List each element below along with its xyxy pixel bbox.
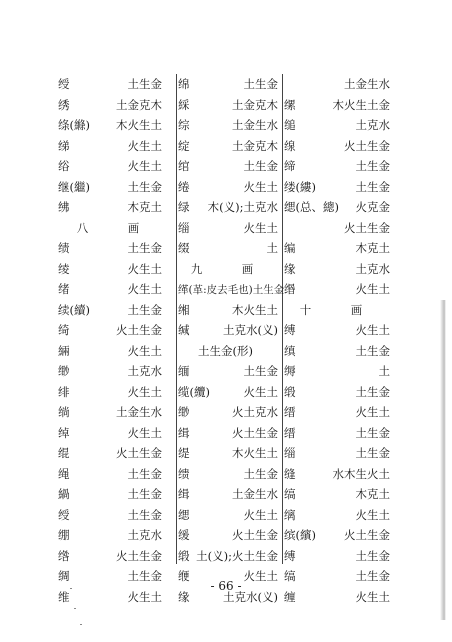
entry-character: 绷 bbox=[58, 528, 70, 542]
entry-row bbox=[282, 382, 392, 403]
entry-character: 缟 bbox=[284, 487, 296, 501]
entry-row bbox=[56, 177, 174, 198]
scan-speck bbox=[74, 608, 76, 609]
stroke-count-header-label: 九 画 bbox=[190, 261, 268, 276]
entry-row bbox=[176, 136, 280, 157]
entry-element: 土生金 bbox=[127, 507, 162, 522]
entry-character: 缁 bbox=[178, 220, 190, 235]
entry-character: 缎 bbox=[284, 384, 296, 399]
entry-row bbox=[282, 525, 392, 546]
entry-character: 绾 bbox=[178, 159, 190, 173]
column-c bbox=[282, 74, 392, 607]
entry-row bbox=[56, 484, 174, 505]
entry-character: 编 bbox=[284, 241, 296, 255]
entry-row bbox=[56, 115, 174, 136]
entry-element: 土生金 bbox=[355, 569, 390, 583]
entry-character: 绪 bbox=[58, 282, 70, 296]
entry-element: 木克土 bbox=[355, 241, 390, 255]
entry-element: 土 bbox=[266, 241, 278, 255]
entry-character: 缇 bbox=[178, 446, 190, 460]
entry-row bbox=[56, 74, 174, 95]
entry-row bbox=[176, 546, 280, 567]
entry-row bbox=[56, 546, 174, 567]
entry-element: 木(义);土克水 bbox=[207, 200, 278, 214]
entry-row bbox=[56, 423, 174, 444]
entry-character: 缄 bbox=[178, 323, 190, 337]
entry-character: 续(續) bbox=[58, 302, 90, 317]
entry-row bbox=[56, 525, 174, 546]
entry-element: 土克水 bbox=[355, 261, 390, 276]
entry-character: 缉 bbox=[178, 487, 190, 501]
entry-row bbox=[282, 115, 392, 136]
scan-speck bbox=[70, 588, 72, 589]
entry-element: 火土生金 bbox=[116, 446, 162, 460]
stroke-count-header bbox=[282, 300, 392, 321]
entry-row bbox=[282, 361, 392, 382]
entry-row bbox=[56, 402, 174, 423]
entry-row bbox=[282, 505, 392, 526]
entry-element: 土金克木 bbox=[116, 97, 162, 112]
entry-element: 土生金 bbox=[127, 302, 162, 317]
entry-character: 缡 bbox=[284, 507, 296, 522]
entry-character: 绰 bbox=[58, 425, 70, 440]
entry-row bbox=[282, 443, 392, 464]
entry-element: 土生金 bbox=[355, 343, 390, 358]
entry-row bbox=[176, 115, 280, 136]
entry-character: 缌(总、總) bbox=[284, 200, 339, 214]
entry-element: 土金生水 bbox=[344, 77, 390, 91]
entry-row bbox=[56, 464, 174, 485]
entry-row bbox=[176, 505, 280, 526]
entry-row bbox=[282, 218, 392, 239]
entry-element: 土克水(义) bbox=[223, 589, 278, 604]
entry-character: 绦(縧) bbox=[58, 118, 90, 132]
entry-character: 缆(纜) bbox=[178, 384, 210, 399]
entry-element: 土(义);火土生金 bbox=[196, 548, 278, 563]
entry-character: 绨 bbox=[58, 138, 70, 153]
entry-element: 土生金 bbox=[355, 384, 390, 399]
entry-element: 土生金 bbox=[127, 241, 162, 255]
entry-element: 火生土 bbox=[243, 569, 278, 583]
entry-element: 土生金 bbox=[243, 466, 278, 481]
entry-character: 緉 bbox=[58, 343, 70, 358]
entry-row bbox=[56, 259, 174, 280]
entry-element: 土金克木 bbox=[232, 97, 278, 112]
entry-character: 缈 bbox=[58, 364, 70, 378]
entry-row bbox=[282, 177, 392, 198]
entry-element: 水木生火土 bbox=[332, 466, 390, 481]
entry-character: 绵 bbox=[178, 77, 190, 91]
scan-speck bbox=[80, 624, 82, 625]
entry-element: 火生土 bbox=[127, 282, 162, 296]
entry-character: 缛 bbox=[284, 364, 296, 378]
entry-row bbox=[282, 238, 392, 259]
entry-character: 缠 bbox=[284, 589, 296, 604]
entry-element: 火生土 bbox=[355, 323, 390, 337]
entry-element: 木克土 bbox=[127, 200, 162, 214]
entry-element: 火克金 bbox=[355, 200, 390, 214]
entry-row bbox=[282, 341, 392, 362]
entry-element: 火土生金 bbox=[344, 528, 390, 542]
entry-character: 缙 bbox=[284, 405, 296, 419]
entry-element: 火土生金 bbox=[116, 548, 162, 563]
entry-character: 缅 bbox=[178, 364, 190, 378]
entry-row bbox=[282, 423, 392, 444]
entry-element: 土克水 bbox=[355, 118, 390, 132]
entry-element: 土金生水 bbox=[232, 487, 278, 501]
entry-row bbox=[176, 341, 280, 362]
entry-row bbox=[176, 238, 280, 259]
entry-character: 绻 bbox=[178, 179, 190, 194]
entry-element: 土生金 bbox=[243, 159, 278, 173]
entry-character: 绫 bbox=[58, 261, 70, 276]
entry-character: 绳 bbox=[58, 466, 70, 481]
entry-character: 缚 bbox=[284, 548, 296, 563]
entry-row bbox=[176, 320, 280, 341]
entry-element: 土生金 bbox=[355, 179, 390, 194]
entry-row bbox=[56, 320, 174, 341]
entry-character: 绱 bbox=[58, 405, 70, 419]
entry-row bbox=[56, 361, 174, 382]
entry-element: 土生金 bbox=[355, 548, 390, 563]
entry-element: 火土生金 bbox=[344, 220, 390, 235]
entry-character: 缘 bbox=[178, 589, 190, 604]
entry-character: 缝 bbox=[284, 466, 296, 481]
entry-character: 綵 bbox=[178, 97, 190, 112]
entry-character: 缕(縷) bbox=[284, 179, 316, 194]
column-a bbox=[56, 74, 174, 607]
entry-character: 绣 bbox=[58, 97, 70, 112]
entry-character: 缈 bbox=[178, 405, 190, 419]
entry-character: 缏 bbox=[178, 569, 190, 583]
entry-element: 土生金(形) bbox=[198, 343, 253, 358]
entry-element: 土金生水 bbox=[232, 118, 278, 132]
stroke-count-header-label: 八 画 bbox=[76, 220, 154, 235]
entry-row bbox=[282, 464, 392, 485]
entry-element: 火土生金 bbox=[232, 425, 278, 440]
entry-element: 火土生金 bbox=[344, 138, 390, 153]
entry-element: 火土克水 bbox=[232, 405, 278, 419]
entry-element: 木火生土金 bbox=[332, 97, 390, 112]
entry-row bbox=[176, 443, 280, 464]
entry-row bbox=[56, 136, 174, 157]
entry-element: 土生金 bbox=[243, 364, 278, 378]
entry-element: 火生土 bbox=[355, 405, 390, 419]
entry-element: 火生土 bbox=[355, 282, 390, 296]
page-number: - 66 - bbox=[210, 579, 242, 593]
entry-element: 木火生土 bbox=[232, 446, 278, 460]
entry-element: 土生金 bbox=[355, 446, 390, 460]
entry-row bbox=[282, 320, 392, 341]
entry-row bbox=[282, 95, 392, 116]
page-edge-shadow bbox=[440, 300, 446, 620]
entry-character: 绯 bbox=[58, 384, 70, 399]
entry-row bbox=[56, 341, 174, 362]
entry-element: 木火生土 bbox=[116, 118, 162, 132]
entry-element: 土 bbox=[378, 364, 390, 378]
entry-element: 火生土 bbox=[127, 425, 162, 440]
entry-character: 缟 bbox=[284, 569, 296, 583]
entry-character: 缚 bbox=[284, 323, 296, 337]
entry-character: 緺 bbox=[58, 487, 70, 501]
stroke-count-header-label: 十 画 bbox=[299, 302, 377, 317]
entry-row bbox=[176, 382, 280, 403]
entry-element: 火土生金 bbox=[116, 323, 162, 337]
entry-character: 缙 bbox=[284, 425, 296, 440]
entry-element: 火土生金 bbox=[232, 528, 278, 542]
entry-row bbox=[176, 525, 280, 546]
entry-row bbox=[282, 546, 392, 567]
entry-row bbox=[176, 156, 280, 177]
entry-character: 缒 bbox=[284, 118, 296, 132]
entry-character: 缔 bbox=[284, 159, 296, 173]
entry-row bbox=[176, 74, 280, 95]
entry-row bbox=[176, 177, 280, 198]
entry-element: 火生土 bbox=[127, 589, 162, 604]
entry-row bbox=[56, 382, 174, 403]
stroke-count-header bbox=[176, 259, 280, 280]
entry-row bbox=[56, 279, 174, 300]
entry-row bbox=[56, 95, 174, 116]
entry-element: 火生土 bbox=[355, 589, 390, 604]
entry-character: 缎 bbox=[178, 548, 190, 563]
entry-character: 缐 bbox=[284, 138, 296, 153]
entry-row bbox=[176, 197, 280, 218]
entry-row bbox=[176, 361, 280, 382]
entry-row bbox=[56, 300, 174, 321]
entry-row bbox=[282, 402, 392, 423]
entry-character: 绋 bbox=[58, 200, 70, 214]
entry-row bbox=[56, 156, 174, 177]
entry-element: 土克水 bbox=[127, 528, 162, 542]
entry-element: 土生金 bbox=[127, 179, 162, 194]
entry-character: 缃 bbox=[178, 302, 190, 317]
entry-row bbox=[176, 423, 280, 444]
entry-element: 土克水 bbox=[127, 364, 162, 378]
entry-character: 绮 bbox=[58, 323, 70, 337]
entry-element: 土克水(义) bbox=[223, 323, 278, 337]
entry-character: 绩 bbox=[58, 241, 70, 255]
entry-character: 绤 bbox=[58, 159, 70, 173]
entry-character: 缁 bbox=[284, 446, 296, 460]
entry-row bbox=[176, 279, 285, 300]
entry-character: 缉 bbox=[178, 425, 190, 440]
entry-row bbox=[176, 218, 280, 239]
entry-element: 火生土 bbox=[127, 384, 162, 399]
column-b bbox=[176, 74, 285, 607]
entry-element: 木火生土 bbox=[232, 302, 278, 317]
entry-element: 土生金 bbox=[355, 425, 390, 440]
entry-note: 缂(革:皮去毛也)土生金 bbox=[178, 284, 285, 296]
entry-character: 绲 bbox=[58, 446, 70, 460]
entry-character: 绶 bbox=[58, 77, 70, 91]
entry-character: 维 bbox=[58, 589, 70, 604]
entry-row bbox=[56, 197, 174, 218]
entry-row bbox=[56, 443, 174, 464]
entry-row bbox=[282, 259, 392, 280]
entry-character: 继(繼) bbox=[58, 179, 90, 194]
entry-row bbox=[176, 95, 280, 116]
entry-row bbox=[176, 402, 280, 423]
entry-character: 绸 bbox=[58, 569, 70, 583]
entry-element: 土金克木 bbox=[232, 138, 278, 153]
entry-row bbox=[176, 484, 280, 505]
entry-element: 火生土 bbox=[127, 159, 162, 173]
entry-character: 绿 bbox=[178, 200, 190, 214]
entry-character: 缓 bbox=[178, 528, 190, 542]
entry-row bbox=[282, 156, 392, 177]
entry-character: 缀 bbox=[178, 241, 190, 255]
entry-character: 绺 bbox=[58, 548, 70, 563]
entry-element: 木克土 bbox=[355, 487, 390, 501]
entry-element: 火生土 bbox=[127, 343, 162, 358]
entry-row bbox=[282, 279, 392, 300]
entry-character: 缋 bbox=[178, 466, 190, 481]
entry-element: 土生金 bbox=[127, 77, 162, 91]
entry-element: 土生金 bbox=[127, 466, 162, 481]
entry-row bbox=[282, 484, 392, 505]
entry-element: 火生土 bbox=[243, 220, 278, 235]
entry-element: 火生土 bbox=[243, 384, 278, 399]
entry-character: 缗 bbox=[284, 282, 296, 296]
entry-character: 缜 bbox=[284, 343, 296, 358]
entry-element: 土生金 bbox=[127, 487, 162, 501]
entry-row bbox=[56, 505, 174, 526]
entry-element: 火生土 bbox=[127, 261, 162, 276]
entry-character: 绶 bbox=[58, 507, 70, 522]
entry-row bbox=[176, 300, 280, 321]
entry-element: 土生金 bbox=[243, 77, 278, 91]
entry-character: 缧 bbox=[284, 97, 296, 112]
entry-row bbox=[56, 238, 174, 259]
entry-character: 缌 bbox=[178, 507, 190, 522]
entry-character: 综 bbox=[178, 118, 190, 132]
entry-element: 火生土 bbox=[127, 138, 162, 153]
entry-element: 火生土 bbox=[243, 507, 278, 522]
entry-row bbox=[282, 197, 392, 218]
stroke-count-header bbox=[56, 218, 174, 239]
entry-character: 绽 bbox=[178, 138, 190, 153]
entry-character: 缘 bbox=[284, 261, 296, 276]
entry-character: 缤(繽) bbox=[284, 528, 316, 542]
entry-row bbox=[282, 74, 392, 95]
entry-element: 土生金 bbox=[355, 159, 390, 173]
entry-element: 火生土 bbox=[243, 179, 278, 194]
entry-element: 土生金 bbox=[127, 569, 162, 583]
entry-element: 土金生水 bbox=[116, 405, 162, 419]
entry-row bbox=[176, 464, 280, 485]
entry-element: 火生土 bbox=[355, 507, 390, 522]
entry-row bbox=[282, 136, 392, 157]
